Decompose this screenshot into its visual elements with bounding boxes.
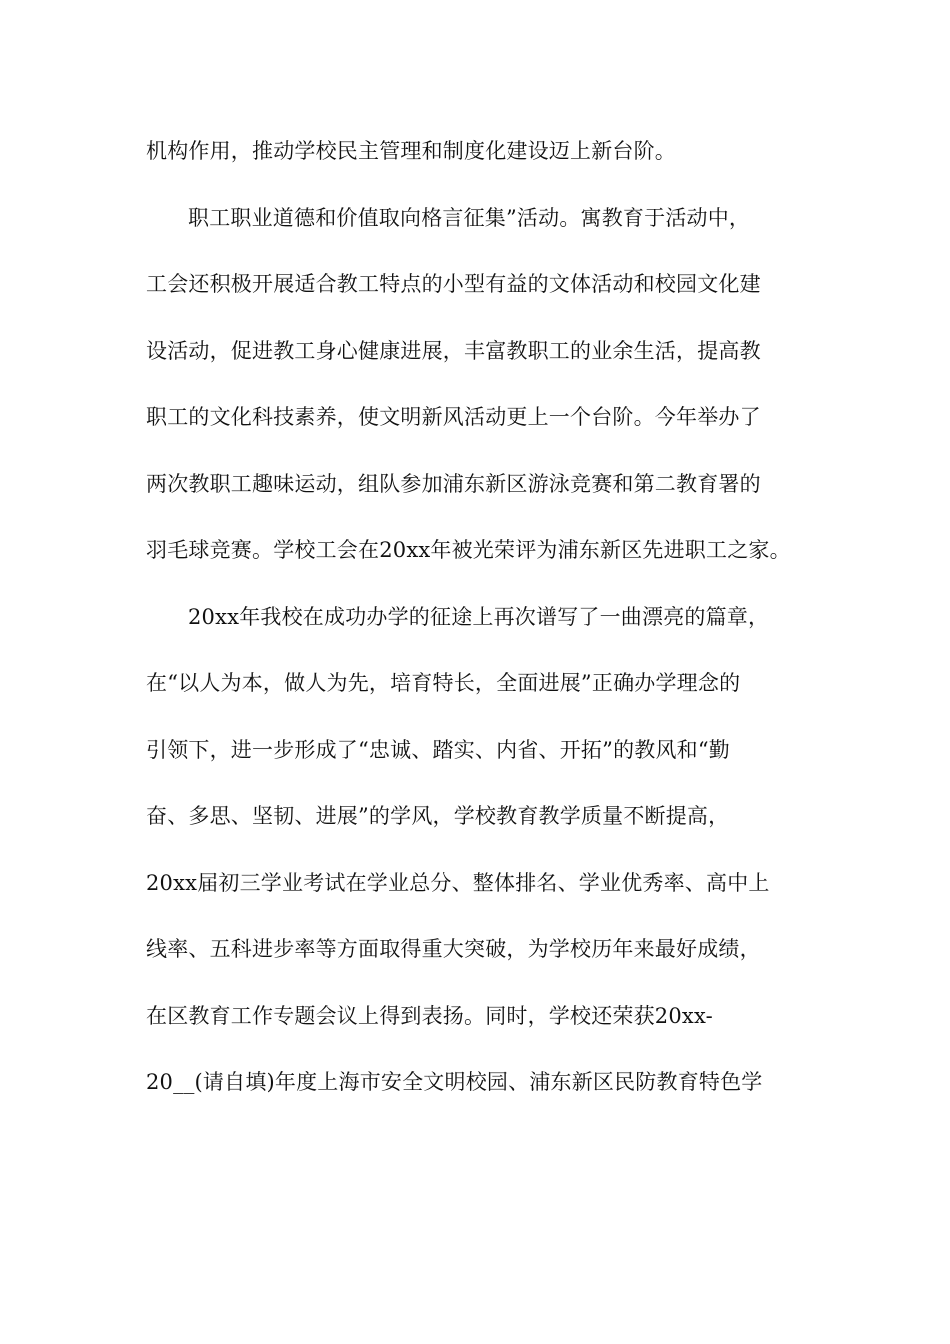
text-line: 羽毛球竞赛。学校工会在20xx年被光荣评为浦东新区先进职工之家。 xyxy=(146,538,791,562)
text-line: 20xx届初三学业考试在学业总分、整体排名、学业优秀率、高中上 xyxy=(146,870,770,895)
text-line: 职工的文化科技素养，使文明新风活动更上一个台阶。今年举办了 xyxy=(146,405,761,429)
text-line: 工会还积极开展适合教工特点的小型有益的文体活动和校园文化建 xyxy=(146,272,761,296)
text-line: 奋、多思、坚韧、进展”的学风，学校教育教学质量不断提高， xyxy=(146,804,730,828)
text-line: 在区教育工作专题会议上得到表扬。同时，学校还荣获20xx- xyxy=(146,1003,713,1028)
body-text xyxy=(146,126,826,1124)
text-line: 在“以人为本，做人为先，培育特长，全面进展”正确办学理念的 xyxy=(146,671,741,695)
text-line: 引领下，进一步形成了“忠诚、踏实、内省、开拓”的教风和“勤 xyxy=(146,737,731,762)
text-line: 20__(请自填)年度上海市安全文明校园、浦东新区民防教育特色学 xyxy=(146,1070,763,1094)
text-line: 20xx年我校在成功办学的征途上再次谱写了一曲漂亮的篇章， xyxy=(188,604,770,629)
text-line: 两次教职工趣味运动，组队参加浦东新区游泳竞赛和第二教育署的 xyxy=(146,471,761,496)
text-line: 职工职业道德和价值取向格言征集”活动。寓教育于活动中， xyxy=(188,205,751,230)
text-line: 设活动，促进教工身心健康进展，丰富教职工的业余生活，提高教 xyxy=(146,338,761,363)
text-line: 机构作用，推动学校民主管理和制度化建设迈上新台阶。 xyxy=(146,139,676,163)
text-line: 线率、五科进步率等方面取得重大突破，为学校历年来最好成绩， xyxy=(146,937,761,961)
